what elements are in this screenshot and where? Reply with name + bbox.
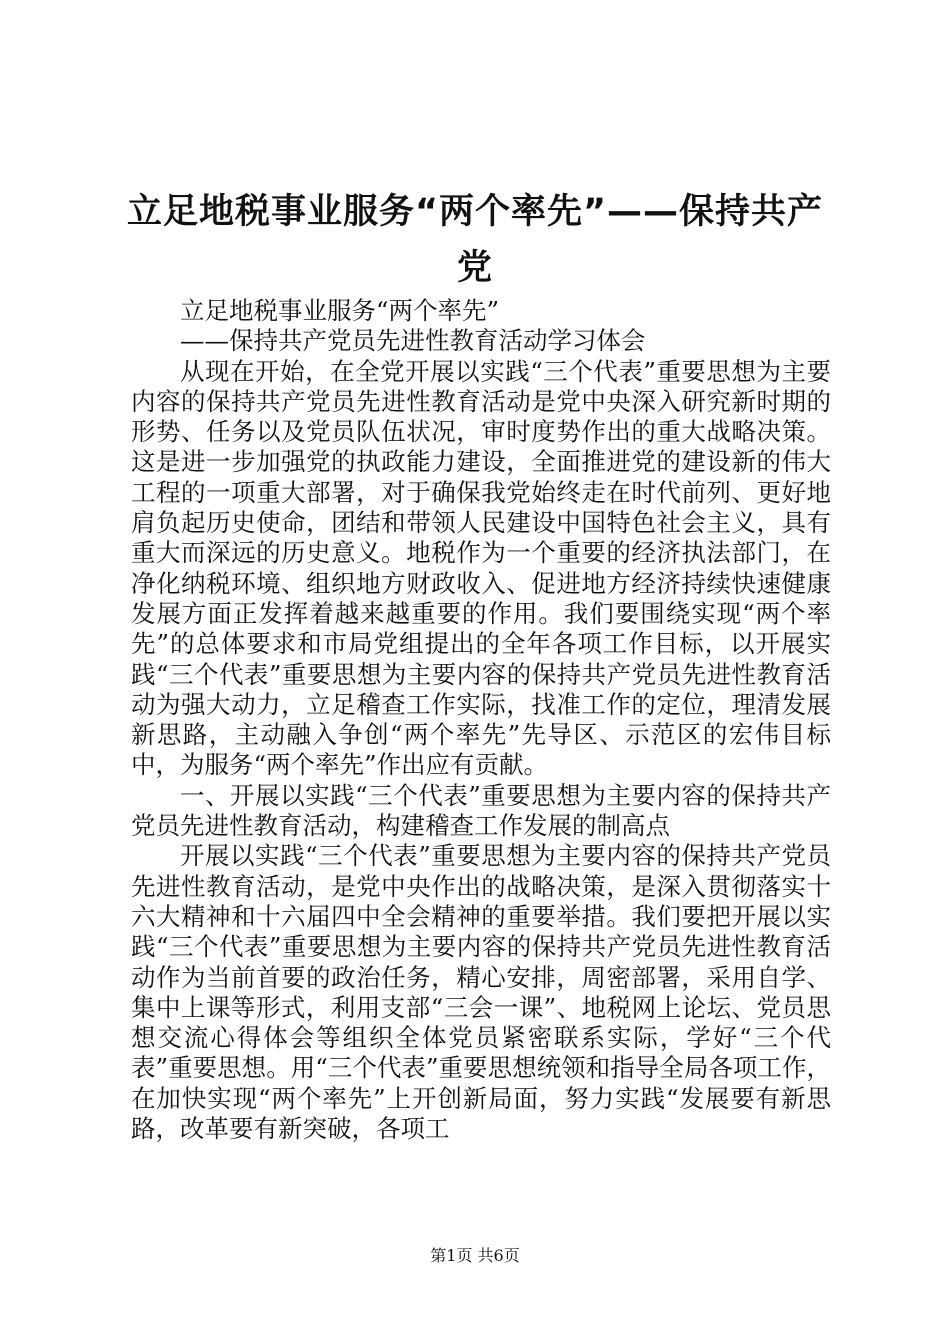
document-body <box>131 296 831 1144</box>
document-title-line-1: 立足地税事业服务“两个率先”——保持共产 <box>126 192 823 232</box>
page-number-footer: 第1页 共6页 <box>430 1246 520 1265</box>
subtitle-dash-line: ——保持共产党员先进性教育活动学习体会 <box>180 326 646 356</box>
paragraph-intro: 从现在开始，在全党开展以实践“三个代表”重要思想为主要内容的保持共产党员先进性教育活动是党中央深入研究新时期的形势、任务以及党员队伍状况，审时度势作出的重大战略决策。这是进一步加强党的执政能力建设，全面推进党的建设新的伟大工程的一项重大部署，对于确保我党始终走在时代前列、更好地肩负起历史使命，团结和带领人民建设中国特色社会主义，具有重大而深远的历史意义。地税作为一个重要的经济执法部门，在净化纳税环境、组织地方财政收入、促进地方经济持续快速健康发展方面正发挥着越来越重要的作用。我们要围绕实现“两个率先”的总体要求和市局党组提出的全年各项工作目标，以开展实践“三个代表”重要思想为主要内容的保持共产党员先进性教育活动为强大动力，立足稽查工作实际，找准工作的定位，理清发展新思路，主动融入争创“两个率先”先导区、示范区的宏伟目标中，为服务“两个率先”作出应有贡献。 <box>131 356 831 780</box>
section-heading-1: 一、开展以实践“三个代表”重要思想为主要内容的保持共产党员先进性教育活动，构建稽查工作发展的制高点 <box>131 780 831 841</box>
document-title-line-2: 党 <box>456 248 493 288</box>
subtitle-line: 立足地税事业服务“两个率先” <box>180 296 500 325</box>
paragraph-section-1: 开展以实践“三个代表”重要思想为主要内容的保持共产党员先进性教育活动，是党中央作出的战略决策，是深入贯彻落实十六大精神和十六届四中全会精神的重要举措。我们要把开展以实践“三个代表”重要思想为主要内容的保持共产党员先进性教育活动作为当前首要的政治任务，精心安排，周密部署，采用自学、集中上课等形式，利用支部“三会一课”、地税网上论坛、党员思想交流心得体会等组织全体党员紧密联系实际，学好“三个代表”重要思想。用“三个代表”重要思想统领和指导全局各项工作，在加快实现“两个率先”上开创新局面，努力实践“发展要有新思路，改革要有新突破，各项工 <box>131 841 831 1144</box>
